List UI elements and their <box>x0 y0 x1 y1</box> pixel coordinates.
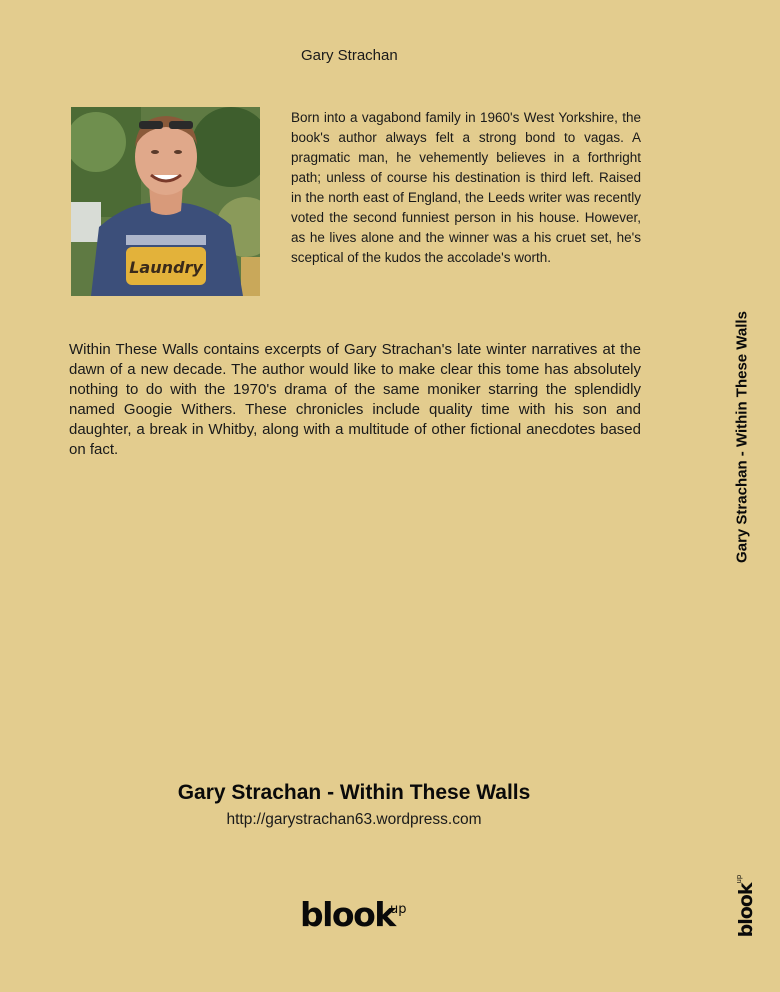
publisher-logo <box>300 895 407 934</box>
svg-text:Laundry: Laundry <box>129 258 203 277</box>
author-website-link[interactable]: http://garystrachan63.wordpress.com <box>226 811 482 828</box>
spine-title: Gary Strachan - Within These Walls <box>733 311 751 563</box>
author-photo <box>71 107 260 296</box>
spine-logo-text: blook <box>735 883 757 938</box>
book-blurb: Within These Walls contains excerpts of Gary Strachan's late winter narratives at the dawn of a new decade. The author would like to make clear this tome has absolutely nothing to do with the 1970's drama of the same moniker starring the splendidly named Googie Withers. These chronicles include quality time with his son and daughter, a break in Whitby, along with a multitude of other fictional anecdotes based on fact. <box>69 341 641 458</box>
author-bio: Born into a vagabond family in 1960's West Yorkshire, the book's author always felt a strong bond to vagas. A pragmatic man, he vehemently believes in a forthright path; unless of course his destination is third left. Raised in the north east of England, the Leeds writer was recently voted the second funniest person in his house. However, as he lives alone and the winner was a his cruet set, he's sceptical of the kudos the accolade's worth. <box>291 110 641 265</box>
publisher-logo-sup: up <box>390 902 407 917</box>
book-title: Gary Strachan - Within These Walls <box>177 781 531 804</box>
publisher-logo-text: blook <box>300 895 395 934</box>
author-name: Gary Strachan <box>301 47 398 64</box>
spine-publisher-logo <box>735 875 757 938</box>
spine-logo-sup: up <box>735 874 743 884</box>
